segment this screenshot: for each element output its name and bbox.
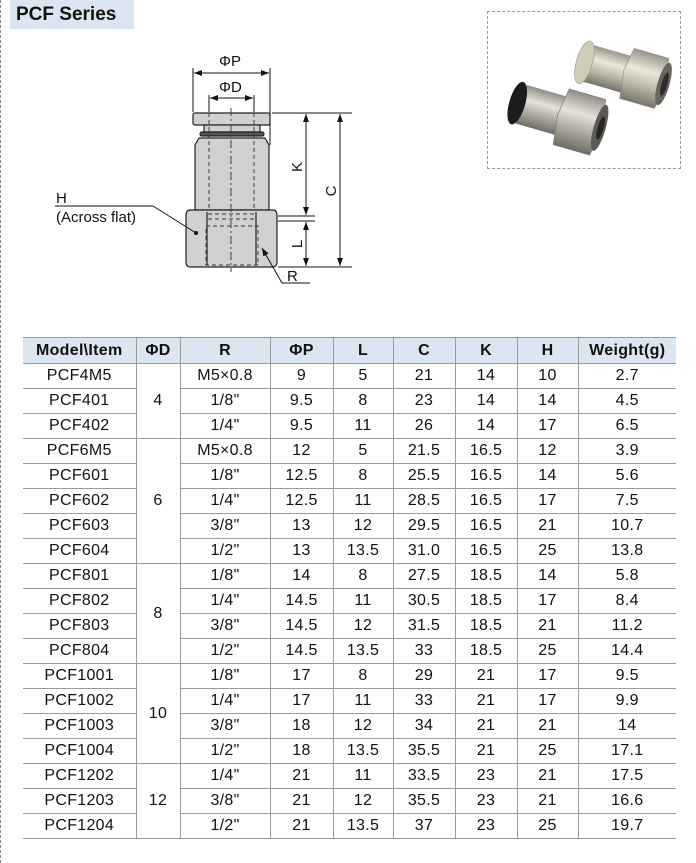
cell-r: 3/8" <box>180 714 270 739</box>
cell-c: 21 <box>393 364 455 389</box>
col-header-model: Model\Item <box>23 338 136 364</box>
col-header-phi-p: ΦP <box>270 338 333 364</box>
cell-phi-p: 13 <box>270 539 333 564</box>
cell-l: 12 <box>333 614 393 639</box>
cell-model: PCF603 <box>23 514 136 539</box>
cell-r: 3/8" <box>180 789 270 814</box>
cell-weight: 3.9 <box>578 439 676 464</box>
cell-weight: 2.7 <box>578 364 676 389</box>
cell-model: PCF604 <box>23 539 136 564</box>
cell-l: 5 <box>333 364 393 389</box>
cell-k: 16.5 <box>455 489 517 514</box>
cell-weight: 9.9 <box>578 689 676 714</box>
cell-phi-d-group: 8 <box>136 564 180 664</box>
cell-phi-p: 14.5 <box>270 614 333 639</box>
cell-l: 8 <box>333 664 393 689</box>
cell-c: 29 <box>393 664 455 689</box>
cell-h: 17 <box>517 664 578 689</box>
cell-phi-p: 9.5 <box>270 389 333 414</box>
table-row <box>23 689 676 714</box>
label-phi-p: ΦP <box>219 53 241 70</box>
cell-r: 3/8" <box>180 614 270 639</box>
cell-weight: 7.5 <box>578 489 676 514</box>
cell-model: PCF804 <box>23 639 136 664</box>
cell-l: 5 <box>333 439 393 464</box>
cell-l: 12 <box>333 514 393 539</box>
cell-phi-p: 13 <box>270 514 333 539</box>
col-header-r: R <box>180 338 270 364</box>
cell-k: 14 <box>455 364 517 389</box>
specification-table <box>23 337 676 839</box>
table-row <box>23 764 676 789</box>
cell-h: 17 <box>517 489 578 514</box>
cell-h: 12 <box>517 439 578 464</box>
cell-k: 16.5 <box>455 514 517 539</box>
collet-neck <box>204 125 260 132</box>
cell-k: 14 <box>455 414 517 439</box>
label-phi-d: ΦD <box>219 79 242 96</box>
cell-h: 17 <box>517 414 578 439</box>
table-row <box>23 464 676 489</box>
cell-k: 21 <box>455 664 517 689</box>
cell-c: 35.5 <box>393 789 455 814</box>
cell-c: 33 <box>393 689 455 714</box>
cell-model: PCF1003 <box>23 714 136 739</box>
table-row <box>23 639 676 664</box>
cell-model: PCF1001 <box>23 664 136 689</box>
cell-model: PCF402 <box>23 414 136 439</box>
cell-weight: 19.7 <box>578 814 676 839</box>
cell-h: 21 <box>517 514 578 539</box>
cell-k: 23 <box>455 789 517 814</box>
table-row <box>23 364 676 389</box>
table-row <box>23 389 676 414</box>
cell-phi-p: 14.5 <box>270 639 333 664</box>
product-photo-frame <box>487 11 681 169</box>
cell-r: 1/2" <box>180 739 270 764</box>
cell-phi-p: 21 <box>270 764 333 789</box>
cell-phi-p: 12.5 <box>270 489 333 514</box>
col-header-k: K <box>455 338 517 364</box>
cell-weight: 4.5 <box>578 389 676 414</box>
cell-r: 1/4" <box>180 764 270 789</box>
cell-c: 34 <box>393 714 455 739</box>
cell-weight: 17.1 <box>578 739 676 764</box>
cell-phi-p: 17 <box>270 689 333 714</box>
cell-weight: 16.6 <box>578 789 676 814</box>
cell-c: 21.5 <box>393 439 455 464</box>
label-h: H <box>56 190 67 207</box>
cell-h: 21 <box>517 764 578 789</box>
cell-h: 14 <box>517 389 578 414</box>
col-header-phi-d: ΦD <box>136 338 180 364</box>
cell-h: 17 <box>517 689 578 714</box>
cell-l: 13.5 <box>333 814 393 839</box>
cell-weight: 11.2 <box>578 614 676 639</box>
cell-model: PCF1203 <box>23 789 136 814</box>
page-left-dashed-border <box>0 0 1 863</box>
cell-phi-p: 21 <box>270 814 333 839</box>
cell-model: PCF803 <box>23 614 136 639</box>
cell-h: 21 <box>517 789 578 814</box>
cell-model: PCF601 <box>23 464 136 489</box>
cylinder-body <box>195 138 269 210</box>
col-header-weight: Weight(g) <box>578 338 676 364</box>
cell-phi-p: 9.5 <box>270 414 333 439</box>
cell-r: 1/4" <box>180 414 270 439</box>
cell-weight: 5.8 <box>578 564 676 589</box>
cell-k: 16.5 <box>455 464 517 489</box>
cell-h: 17 <box>517 589 578 614</box>
cell-model: PCF801 <box>23 564 136 589</box>
cell-weight: 14.4 <box>578 639 676 664</box>
cell-c: 31.5 <box>393 614 455 639</box>
table-row <box>23 589 676 614</box>
cell-k: 21 <box>455 739 517 764</box>
cell-h: 25 <box>517 814 578 839</box>
cell-phi-p: 14.5 <box>270 589 333 614</box>
col-header-h: H <box>517 338 578 364</box>
cell-h: 25 <box>517 539 578 564</box>
fitting-body <box>186 113 277 267</box>
cell-c: 23 <box>393 389 455 414</box>
cell-l: 13.5 <box>333 639 393 664</box>
table-row <box>23 664 676 689</box>
table-row <box>23 539 676 564</box>
cell-model: PCF1202 <box>23 764 136 789</box>
cell-r: 1/2" <box>180 814 270 839</box>
cell-r: M5×0.8 <box>180 439 270 464</box>
cell-c: 33 <box>393 639 455 664</box>
cell-l: 11 <box>333 589 393 614</box>
cell-k: 18.5 <box>455 614 517 639</box>
series-title: PCF Series <box>10 0 134 29</box>
cell-l: 11 <box>333 689 393 714</box>
cell-model: PCF1002 <box>23 689 136 714</box>
cell-c: 37 <box>393 814 455 839</box>
fitting-photo-front <box>501 74 613 157</box>
cell-r: M5×0.8 <box>180 364 270 389</box>
table-row <box>23 789 676 814</box>
cell-k: 23 <box>455 814 517 839</box>
cell-c: 30.5 <box>393 589 455 614</box>
cell-c: 33.5 <box>393 764 455 789</box>
cell-l: 8 <box>333 564 393 589</box>
label-across-flat: (Across flat) <box>56 209 137 226</box>
table-row <box>23 614 676 639</box>
cell-k: 21 <box>455 714 517 739</box>
label-k: K <box>289 161 306 173</box>
cell-phi-p: 9 <box>270 364 333 389</box>
table-row <box>23 414 676 439</box>
table-header-row <box>23 338 676 364</box>
cell-h: 21 <box>517 614 578 639</box>
cell-weight: 6.5 <box>578 414 676 439</box>
cell-c: 27.5 <box>393 564 455 589</box>
cell-model: PCF1004 <box>23 739 136 764</box>
cell-r: 1/4" <box>180 489 270 514</box>
cell-weight: 8.4 <box>578 589 676 614</box>
cell-l: 13.5 <box>333 539 393 564</box>
cell-model: PCF1204 <box>23 814 136 839</box>
cell-c: 28.5 <box>393 489 455 514</box>
cell-l: 12 <box>333 714 393 739</box>
table-row <box>23 564 676 589</box>
cell-model: PCF6M5 <box>23 439 136 464</box>
cell-c: 26 <box>393 414 455 439</box>
table-row <box>23 514 676 539</box>
cell-phi-d-group: 6 <box>136 439 180 564</box>
release-ring <box>193 113 270 125</box>
cell-c: 29.5 <box>393 514 455 539</box>
col-header-l: L <box>333 338 393 364</box>
cell-phi-p: 12 <box>270 439 333 464</box>
cell-r: 1/2" <box>180 539 270 564</box>
cell-c: 25.5 <box>393 464 455 489</box>
dimension-diagram <box>40 40 370 290</box>
cell-phi-p: 14 <box>270 564 333 589</box>
cell-k: 21 <box>455 689 517 714</box>
cell-k: 14 <box>455 389 517 414</box>
cell-k: 18.5 <box>455 564 517 589</box>
cell-phi-p: 21 <box>270 789 333 814</box>
cell-r: 1/4" <box>180 689 270 714</box>
cell-weight: 14 <box>578 714 676 739</box>
cell-k: 23 <box>455 764 517 789</box>
cell-model: PCF4M5 <box>23 364 136 389</box>
cell-phi-p: 18 <box>270 739 333 764</box>
cell-weight: 13.8 <box>578 539 676 564</box>
cell-h: 14 <box>517 564 578 589</box>
cell-phi-d-group: 4 <box>136 364 180 439</box>
cell-phi-d-group: 10 <box>136 664 180 764</box>
cell-k: 18.5 <box>455 589 517 614</box>
table-body <box>23 364 676 839</box>
cell-h: 14 <box>517 464 578 489</box>
cell-weight: 17.5 <box>578 764 676 789</box>
cell-phi-p: 18 <box>270 714 333 739</box>
cell-r: 1/8" <box>180 564 270 589</box>
table-row <box>23 489 676 514</box>
cell-r: 3/8" <box>180 514 270 539</box>
cell-weight: 9.5 <box>578 664 676 689</box>
cell-l: 8 <box>333 389 393 414</box>
cell-phi-p: 17 <box>270 664 333 689</box>
cell-r: 1/8" <box>180 664 270 689</box>
cell-k: 18.5 <box>455 639 517 664</box>
cell-c: 31.0 <box>393 539 455 564</box>
cell-l: 12 <box>333 789 393 814</box>
cell-model: PCF602 <box>23 489 136 514</box>
label-c: C <box>323 185 340 197</box>
cell-h: 25 <box>517 739 578 764</box>
cell-model: PCF802 <box>23 589 136 614</box>
cell-l: 8 <box>333 464 393 489</box>
table-row <box>23 739 676 764</box>
cell-l: 11 <box>333 764 393 789</box>
cell-k: 16.5 <box>455 539 517 564</box>
label-l: L <box>289 239 306 249</box>
cell-h: 25 <box>517 639 578 664</box>
cell-r: 1/2" <box>180 639 270 664</box>
cell-r: 1/8" <box>180 389 270 414</box>
col-header-c: C <box>393 338 455 364</box>
table-row <box>23 714 676 739</box>
cell-l: 13.5 <box>333 739 393 764</box>
cell-l: 11 <box>333 414 393 439</box>
product-photo <box>488 12 680 168</box>
cell-phi-d-group: 12 <box>136 764 180 839</box>
cell-h: 10 <box>517 364 578 389</box>
table-row <box>23 814 676 839</box>
cell-h: 21 <box>517 714 578 739</box>
cell-l: 11 <box>333 489 393 514</box>
cell-k: 16.5 <box>455 439 517 464</box>
cell-r: 1/4" <box>180 589 270 614</box>
cell-r: 1/8" <box>180 464 270 489</box>
label-r: R <box>287 268 298 285</box>
cell-c: 35.5 <box>393 739 455 764</box>
cell-weight: 5.6 <box>578 464 676 489</box>
cell-weight: 10.7 <box>578 514 676 539</box>
table-row <box>23 439 676 464</box>
cell-model: PCF401 <box>23 389 136 414</box>
cell-phi-p: 12.5 <box>270 464 333 489</box>
